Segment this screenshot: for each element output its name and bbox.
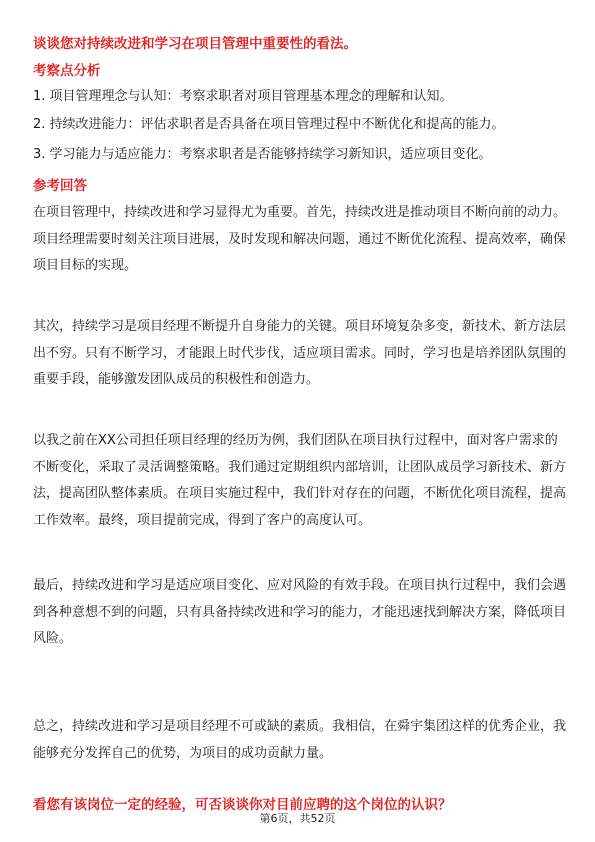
answer-paragraph-4: 最后，持续改进和学习是适应项目变化、应对风险的有效手段。在项目执行过程中，我们会遇到各种意想不到的问题，只有具备持续改进和学习的能力，才能迅速找到解决方案，降低项目风险。 xyxy=(33,578,567,646)
page-footer: 第6页，共52页 xyxy=(259,812,336,825)
answer-paragraph-5: 总之，持续改进和学习是项目经理不可或缺的素质。我相信，在舜宇集团这样的优秀企业，我能够充分发挥自己的优势，为项目的成功贡献力量。 xyxy=(33,719,567,761)
analysis-item-1: 1. 项目管理理念与认知：考察求职者对项目管理基本理念的理解和认知。 xyxy=(33,89,453,104)
answer-heading: 参考回答 xyxy=(33,178,87,194)
analysis-heading: 考察点分析 xyxy=(33,63,101,79)
question-title: 谈谈您对持续改进和学习在项目管理中重要性的看法。 xyxy=(33,36,357,52)
analysis-item-2: 2. 持续改进能力：评估求职者是否具备在项目管理过程中不断优化和提高的能力。 xyxy=(33,117,505,132)
next-question: 看您有该岗位一定的经验，可否谈谈你对目前应聘的这个岗位的认识？ xyxy=(33,797,452,813)
answer-paragraph-1: 在项目管理中，持续改进和学习显得尤为重要。首先，持续改进是推动项目不断向前的动力。项目经理需要时刻关注项目进展，及时发现和解决问题，通过不断优化流程、提高效率，确保项目目标的实现。 xyxy=(33,205,567,273)
analysis-item-3: 3. 学习能力与适应能力：考察求职者是否能够持续学习新知识，适应项目变化。 xyxy=(33,147,492,162)
answer-paragraph-3: 以我之前在XX公司担任项目经理的经历为例，我们团队在项目执行过程中，面对客户需求的不断变化，采取了灵活调整策略。我们通过定期组织内部培训，让团队成员学习新技术、新方法，提高团队整体素质。在项目实施过程中，我们针对存在的问题，不断优化项目流程，提高工作效率。最终，项目提前完成，得到了客户的高度认可。 xyxy=(33,433,567,528)
answer-paragraph-2: 其次，持续学习是项目经理不断提升自身能力的关键。项目环境复杂多变，新技术、新方法层出不穷。只有不断学习，才能跟上时代步伐，适应项目需求。同时，学习也是培养团队氛围的重要手段，能够激发团队成员的积极性和创造力。 xyxy=(33,319,567,387)
